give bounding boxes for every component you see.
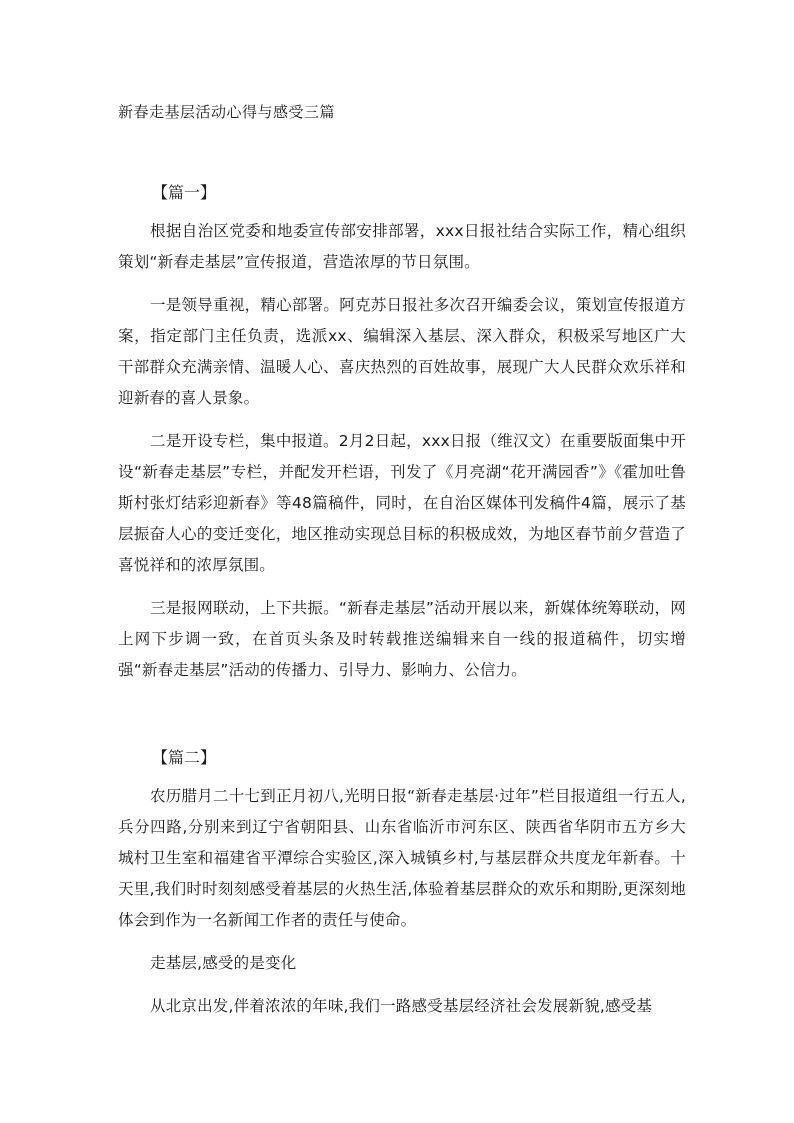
section-heading: 【篇二】: [152, 748, 217, 767]
paragraph: 根据自治区党委和地委宣传部安排部署，xxx日报社结合实际工作，精心组织策划“新春走基层”宣传报道，营造浓厚的节日氛围。: [118, 222, 686, 271]
section-two: [118, 747, 686, 1034]
paragraph: 农历腊月二十七到正月初八,光明日报“新春走基层·过年”栏目报道组一行五人,兵分四路,分别来到辽宁省朝阳县、山东省临沂市河东区、陕西省华阴市五方乡大城村卫生室和福建省平潭综合实验区,深入城镇乡村,与基层群众共度龙年新春。十天里,我们时时刻刻感受着基层的火热生活,体验着基层群众的欢乐和期盼,更深刻地体会到作为一名新闻工作者的责任与使命。: [118, 787, 686, 929]
document-title: 新春走基层活动心得与感受三篇: [118, 103, 336, 121]
paragraph: 三是报网联动，上下共振。“新春走基层”活动开展以来，新媒体统筹联动，网上网下步调一致，在首页头条及时转载推送编辑来自一线的报道稿件，切实增强“新春走基层”活动的传播力、引导力、影响力、公信力。: [118, 599, 686, 679]
paragraph: 从北京出发,伴着浓浓的年味,我们一路感受基层经济社会发展新貌,感受基: [150, 997, 653, 1015]
section-heading: 【篇一】: [152, 183, 217, 202]
paragraph: 二是开设专栏，集中报道。2月2日起，xxx日报（维汉文）在重要版面集中开设“新春走基层”专栏，并配发开栏语，刊发了《月亮湖“花开满园香”》《霍加吐鲁斯村张灯结彩迎新春》等48篇稿件，同时，在自治区媒体刊发稿件4篇，展示了基层振奋人心的变迁变化，地区推动实现总目标的积极成效，为地区春节前夕营造了喜悦祥和的浓厚氛围。: [118, 432, 686, 574]
section-one: [118, 182, 686, 698]
paragraph-subheading: 走基层,感受的是变化: [150, 954, 297, 972]
paragraph: 一是领导重视，精心部署。阿克苏日报社多次召开编委会议，策划宣传报道方案，指定部门主任负责，选派xx、编辑深入基层、深入群众，积极采写地区广大干部群众充满亲情、温暖人心、喜庆热烈的百姓故事，展现广大人民群众欢乐祥和迎新春的喜人景象。: [118, 296, 686, 407]
